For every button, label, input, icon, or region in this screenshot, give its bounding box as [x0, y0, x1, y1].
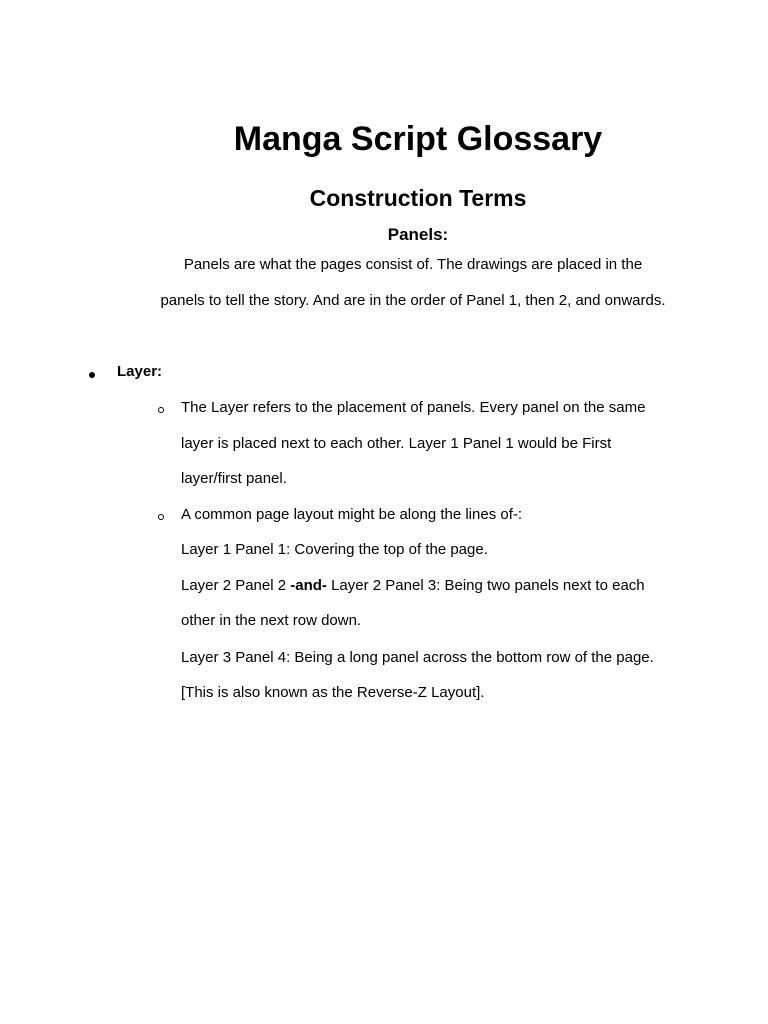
layer2-text-b: Layer 2 Panel 3: Being two panels next to each [326, 577, 645, 594]
layer-label: Layer: [117, 363, 163, 380]
sub-bullet-icon [158, 514, 164, 520]
page-title: Manga Script Glossary [233, 120, 603, 158]
layer-item2-note: [This is also known as the Reverse-Z Layout]. [181, 684, 485, 701]
layer2-and-text: -and- [290, 577, 327, 594]
layer-item2-layer3: Layer 3 Panel 4: Being a long panel across the bottom row of the page. [181, 649, 654, 666]
layer-item2-layer2-cont: other in the next row down. [181, 612, 362, 629]
sub-bullet-icon [158, 407, 164, 413]
section-subtitle: Construction Terms [309, 185, 527, 211]
layer2-text-a: Layer 2 Panel 2 [181, 577, 291, 594]
layer-item1-line-3: layer/first panel. [181, 470, 287, 487]
layer-item2-layer2 [181, 576, 645, 596]
panels-heading: Panels: [387, 225, 449, 244]
layer-item1-line-2: layer is placed next to each other. Layer 1 Panel 1 would be First [181, 435, 612, 452]
layer-item1-line-1: The Layer refers to the placement of panels. Every panel on the same [181, 399, 646, 416]
layer-item2-layer1: Layer 1 Panel 1: Covering the top of the page. [181, 541, 488, 558]
panels-text-line-2: panels to tell the story. And are in the order of Panel 1, then 2, and onwards. [160, 292, 666, 309]
bullet-icon [89, 372, 95, 378]
layer-item2-intro: A common page layout might be along the lines of-: [181, 506, 523, 523]
panels-text-line-1: Panels are what the pages consist of. The drawings are placed in the [183, 256, 643, 273]
